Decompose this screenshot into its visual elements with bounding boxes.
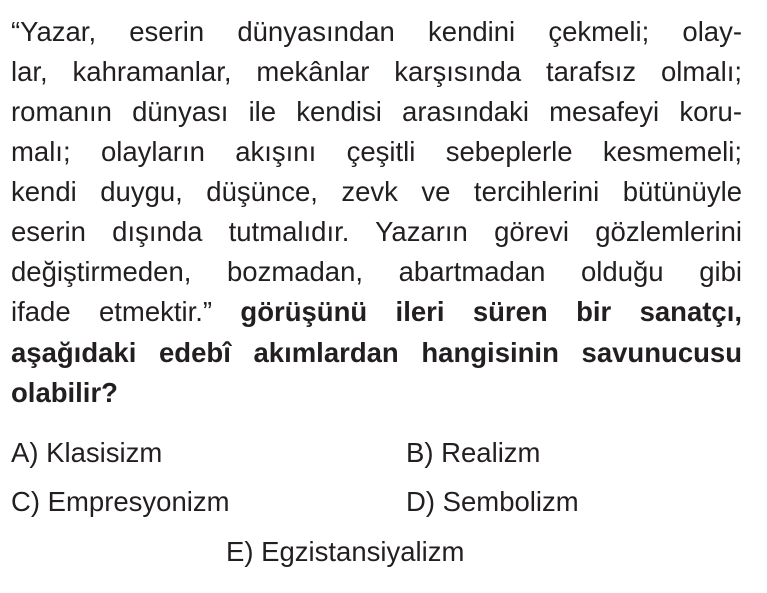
choice-b[interactable]: B) Realizm [406,437,541,468]
choice-a[interactable]: A) Klasisizm [11,437,163,468]
quote-line-7: değiştirmeden, bozmadan, abartmadan olduğu gibi [11,256,742,287]
quote-line-2: lar, kahramanlar, mekânlar karşısında tarafsız olmalı; [11,56,742,87]
quote-line-5: kendi duygu, düşünce, zevk ve tercihlerini bütünüyle [11,176,742,207]
choice-e[interactable]: E) Egzistansiyalizm [226,536,465,567]
choice-d[interactable]: D) Sembolizm [406,486,579,517]
question-prompt-line-2: aşağıdaki edebî akımlardan hangisinin savunucusu [11,337,742,368]
quote-end-line [11,292,742,332]
quote-end: ifade etmektir.” [11,296,213,327]
quote-line-1: “Yazar, eserin dünyasından kendini çekmeli; olay- [11,16,742,47]
quote-line-3: romanın dünyası ile kendisi arasındaki mesafeyi koru- [11,96,742,127]
choice-c[interactable]: C) Empresyonizm [11,486,230,517]
quote-line-6: eserin dışında tutmalıdır. Yazarın görevi gözlemlerini [11,216,742,247]
question-prompt-line-3: olabilir? [11,377,118,408]
quote-line-4: malı; olayların akışını çeşitli sebeplerle kesmemeli; [11,136,742,167]
question-prompt-start: görüşünü ileri süren bir sanatçı, [240,296,742,327]
